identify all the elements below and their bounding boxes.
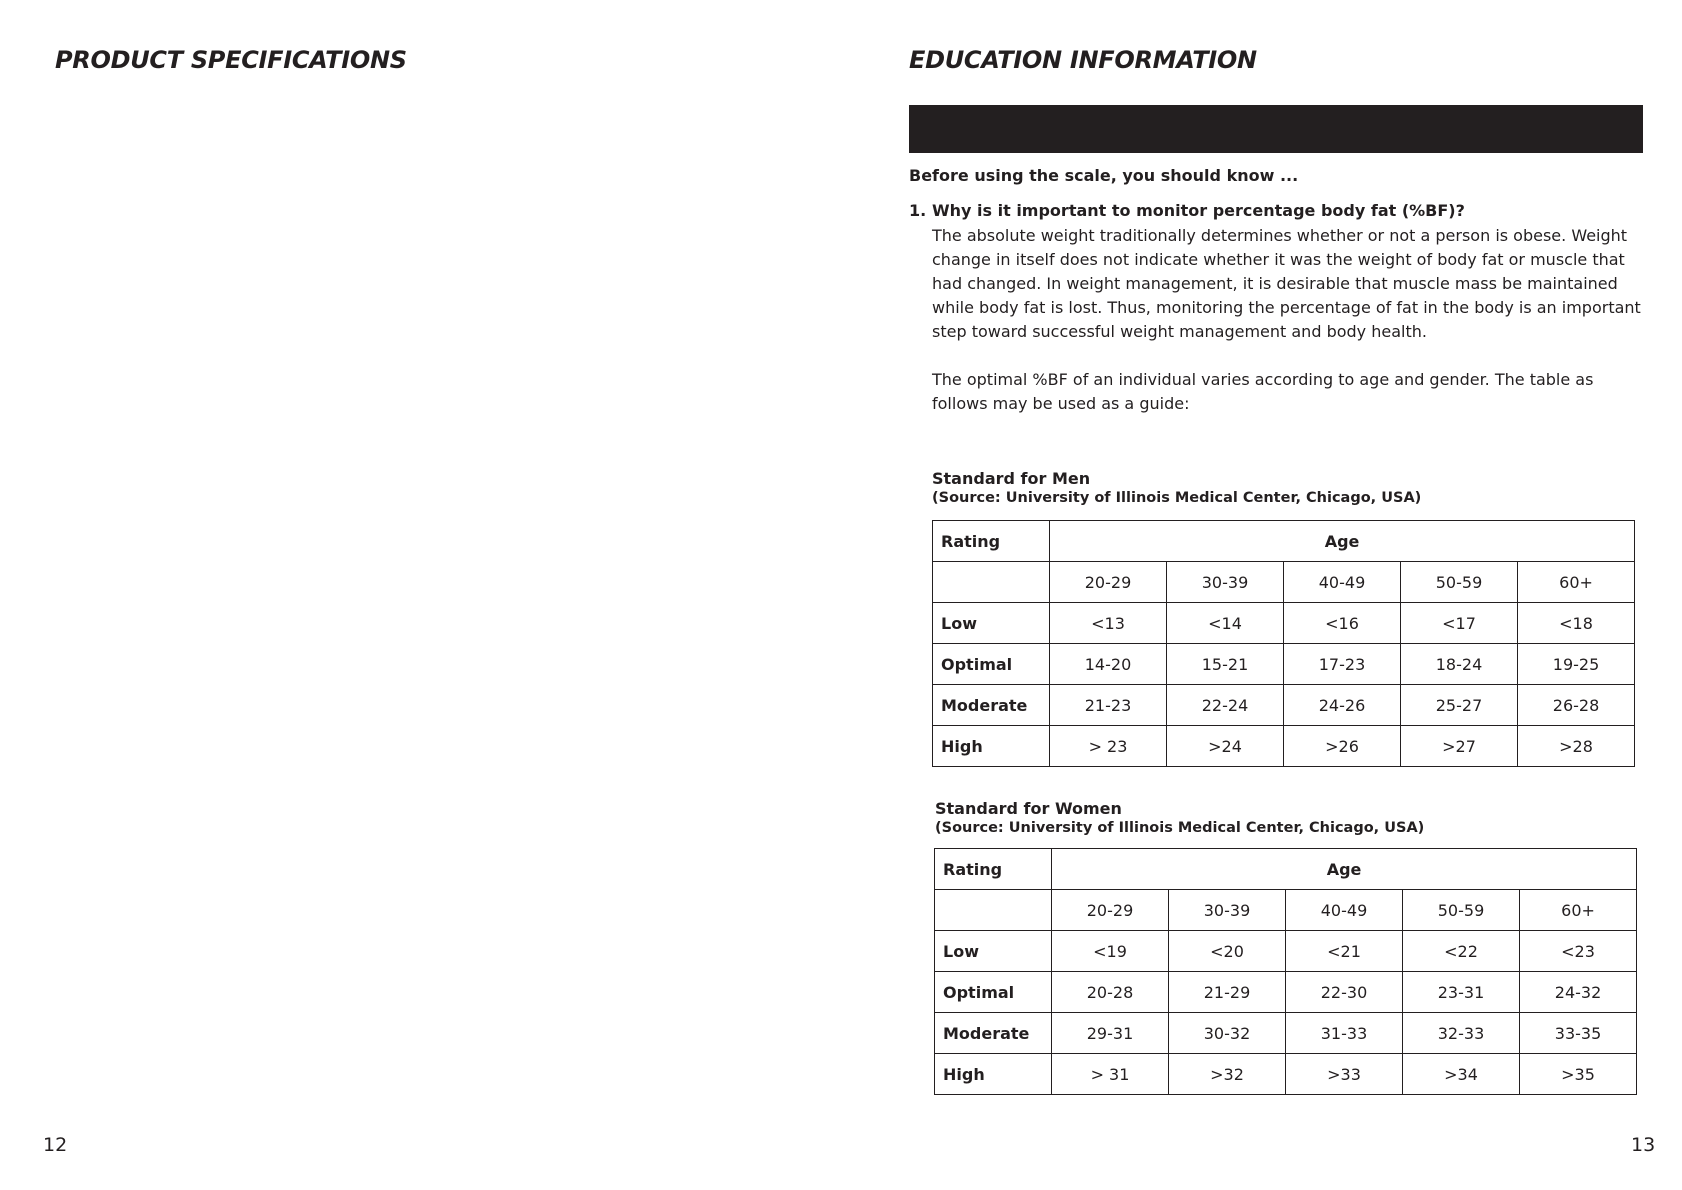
rating-label: Moderate [935,1013,1052,1054]
table-cell: 22-24 [1167,685,1284,726]
women-bf-table [934,848,1637,1095]
rating-label: High [935,1054,1052,1095]
section-question-text: Why is it important to monitor percentage body fat (%BF)? [932,201,1465,220]
table-cell: >33 [1286,1054,1403,1095]
women-standard-source: (Source: University of Illinois Medical Center, Chicago, USA) [935,820,1425,836]
table-cell: 18-24 [1401,644,1518,685]
age-group-cell: 20-29 [1052,890,1169,931]
table-cell: 24-26 [1284,685,1401,726]
table-cell: 14-20 [1050,644,1167,685]
age-group-cell: 30-39 [1167,562,1284,603]
table-cell: >35 [1520,1054,1637,1095]
table-cell: 30-32 [1169,1013,1286,1054]
table-row [935,931,1637,972]
age-header: Age [1052,849,1637,890]
section-paragraph-1: The absolute weight traditionally determines whether or not a person is obese. Weight change in itself does not indicate whether it was the weight of body fat or muscle that had changed. In weight management, it is desirable that muscle mass be maintained while body fat is lost. Thus, monitoring the percentage of fat in the body is an important step toward successful weight management and body health. [932,226,1641,341]
table-header-row [933,521,1635,562]
rating-label: Optimal [933,644,1050,685]
empty-cell [935,890,1052,931]
rating-label: High [933,726,1050,767]
men-standard-title: Standard for Men [932,469,1091,488]
rating-label: Moderate [933,685,1050,726]
table-row [933,644,1635,685]
table-cell: <19 [1052,931,1169,972]
table-cell: >32 [1169,1054,1286,1095]
table-row [933,603,1635,644]
table-cell: 31-33 [1286,1013,1403,1054]
table-row [933,685,1635,726]
rating-label: Optimal [935,972,1052,1013]
page-number-left: 12 [43,1134,68,1156]
table-cell: <13 [1050,603,1167,644]
page-title-education-information: EDUCATION INFORMATION [909,46,1257,74]
rating-label: Low [933,603,1050,644]
table-row [935,1054,1637,1095]
table-cell: >27 [1401,726,1518,767]
age-group-row [933,562,1635,603]
section-why-monitor-bf [909,198,1649,416]
table-cell: 21-23 [1050,685,1167,726]
table-cell: <23 [1520,931,1637,972]
table-cell: 17-23 [1284,644,1401,685]
table-cell: 22-30 [1286,972,1403,1013]
section-question [909,198,1649,224]
right-page [841,0,1682,1190]
age-group-cell: 50-59 [1403,890,1520,931]
section-paragraph-2: The optimal %BF of an individual varies according to age and gender. The table as follows may be used as a guide: [932,370,1594,413]
empty-cell [933,562,1050,603]
age-group-cell: 60+ [1518,562,1635,603]
table-cell: 24-32 [1520,972,1637,1013]
header-black-bar [909,105,1643,153]
table-cell: 29-31 [1052,1013,1169,1054]
table-cell: <22 [1403,931,1520,972]
page-title-product-specifications: PRODUCT SPECIFICATIONS [55,46,407,74]
table-cell: <20 [1169,931,1286,972]
age-group-cell: 20-29 [1050,562,1167,603]
table-cell: >28 [1518,726,1635,767]
men-bf-table [932,520,1635,767]
intro-text: Before using the scale, you should know ... [909,166,1299,185]
women-standard-title: Standard for Women [935,799,1122,818]
rating-label: Low [935,931,1052,972]
table-cell: 33-35 [1520,1013,1637,1054]
table-cell: 25-27 [1401,685,1518,726]
table-cell: <16 [1284,603,1401,644]
table-row [935,972,1637,1013]
men-standard-source: (Source: University of Illinois Medical Center, Chicago, USA) [932,490,1422,506]
table-row [935,1013,1637,1054]
table-cell: > 23 [1050,726,1167,767]
age-group-cell: 60+ [1520,890,1637,931]
age-group-row [935,890,1637,931]
age-group-cell: 40-49 [1286,890,1403,931]
table-cell: >26 [1284,726,1401,767]
table-header-row [935,849,1637,890]
table-cell: 19-25 [1518,644,1635,685]
section-number: 1. [909,201,927,220]
table-cell: 20-28 [1052,972,1169,1013]
table-cell: > 31 [1052,1054,1169,1095]
table-cell: <18 [1518,603,1635,644]
page-number-right: 13 [1631,1134,1656,1156]
rating-header: Rating [935,849,1052,890]
table-cell: <17 [1401,603,1518,644]
table-cell: >24 [1167,726,1284,767]
age-group-cell: 50-59 [1401,562,1518,603]
table-cell: <14 [1167,603,1284,644]
table-cell: <21 [1286,931,1403,972]
table-row [933,726,1635,767]
table-cell: >34 [1403,1054,1520,1095]
age-group-cell: 30-39 [1169,890,1286,931]
table-cell: 21-29 [1169,972,1286,1013]
table-cell: 23-31 [1403,972,1520,1013]
table-cell: 32-33 [1403,1013,1520,1054]
table-cell: 26-28 [1518,685,1635,726]
age-header: Age [1050,521,1635,562]
rating-header: Rating [933,521,1050,562]
table-cell: 15-21 [1167,644,1284,685]
age-group-cell: 40-49 [1284,562,1401,603]
